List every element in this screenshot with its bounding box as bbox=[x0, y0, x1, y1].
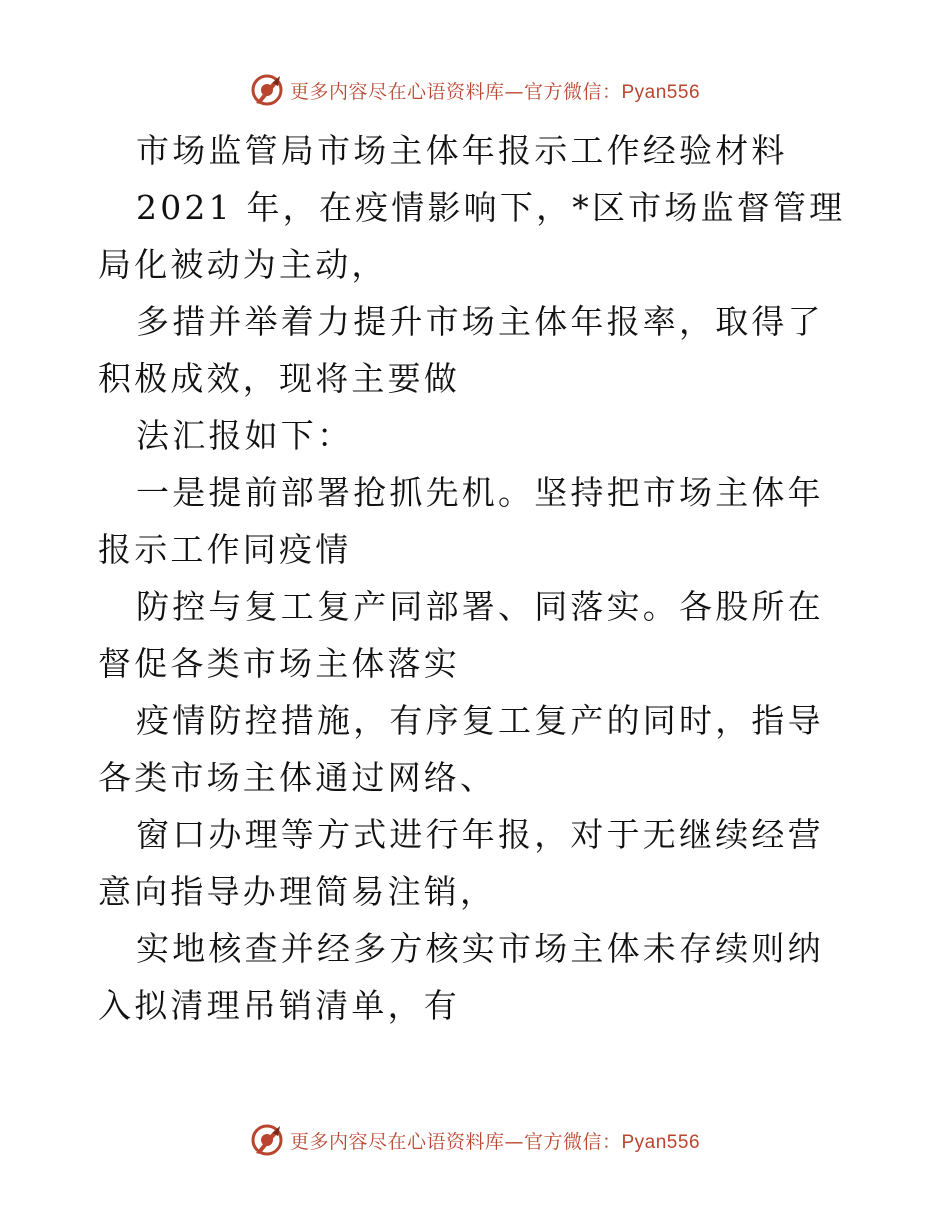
quill-logo-icon bbox=[250, 1123, 284, 1157]
document-title: 市场监管局市场主体年报示工作经验材料 bbox=[136, 131, 788, 170]
footer-watermark bbox=[0, 1120, 950, 1160]
watermark-text: 更多内容尽在心语资料库—官方微信：Pyan556 bbox=[289, 1130, 701, 1153]
header-watermark bbox=[0, 70, 950, 110]
quill-logo-icon bbox=[250, 73, 284, 107]
paragraph: 窗口办理等方式进行年报，对于无继续经营意向指导办理简易注销， bbox=[98, 815, 824, 911]
watermark-text: 更多内容尽在心语资料库—官方微信：Pyan556 bbox=[289, 80, 701, 103]
paragraph: 2021 年，在疫情影响下，*区市场监督管理局化被动为主动， bbox=[98, 188, 846, 284]
paragraph: 一是提前部署抢抓先机。坚持把市场主体年报示工作同疫情 bbox=[98, 473, 824, 569]
paragraph: 多措并举着力提升市场主体年报率，取得了积极成效，现将主要做 bbox=[98, 302, 824, 398]
document-body bbox=[98, 122, 858, 1034]
paragraph: 实地核查并经多方核实市场主体未存续则纳入拟清理吊销清单，有 bbox=[98, 929, 824, 1025]
paragraph: 疫情防控措施，有序复工复产的同时，指导各类市场主体通过网络、 bbox=[98, 701, 824, 797]
paragraph: 法汇报如下： bbox=[136, 416, 354, 455]
paragraph: 防控与复工复产同部署、同落实。各股所在督促各类市场主体落实 bbox=[98, 587, 824, 683]
